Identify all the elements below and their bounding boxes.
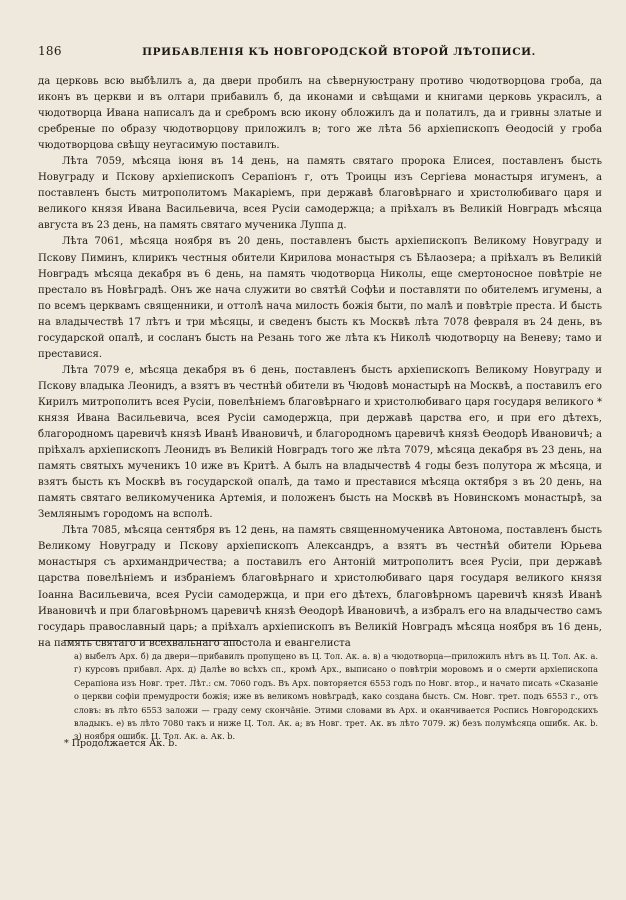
footnotes: [74, 650, 598, 744]
page-header: [38, 44, 600, 58]
paragraph-3: Лѣта 7061, мѣсяца ноября въ 20 день, поставленъ бысть архіепископъ Великому Новуграду и Пскову Пиминъ, клирикъ честныя обители Кирилова монастыря съ Бѣлаозера; а пріѣхалъ въ Великій Новградъ мѣсяца декабря въ 6 день, на память чюдотворца Николы, еще смертоносное повѣтріе не престало въ Новѣградѣ. Онъ же нача служити во святѣй Софѣи и поставляти по обителемъ игумены, а по всемъ церквамъ священники, и оттолѣ нача милость божія быти, по малѣ и повѣтріе преста. И бысть на владычествѣ 17 лѣтъ и три мѣсяцы, и сведенъ бысть къ Москвѣ лѣта 7078 февраля въ 24 день, въ государской опалѣ, и сосланъ бысть на Резань того же лѣта къ Николѣ чюдотворцу на Веневу; тамо и преставися.: [38, 236, 602, 360]
running-title: ПРИБАВЛЕНІЯ КЪ НОВГОРОДСКОЙ ВТОРОЙ ЛѢТОПИСИ.: [142, 46, 536, 58]
footnote-divider: [64, 640, 240, 641]
main-text: [38, 74, 602, 652]
continuation-note: * Продолжается Ак. b.: [64, 738, 178, 749]
paragraph-1: да церковь всю выбѣлилъ а, да двери пробилъ на сѣвернуюстрану противо чюдотворцова гроба, да иконъ въ церкви и въ олтари прибавилъ б, да иконами и свѣщами и книгами церковь украсилъ, а чюдотворца Ивана написалъ да и сребромъ всю икону обложилъ да и полатилъ, да и гривны златые и сребреные по образу чюдотворцову приложилъ в; того же лѣта 56 архіепископъ Ѳеодосій у гроба чюдотворцова свѣщу неугасимую поставилъ.: [38, 76, 602, 152]
page-number: 186: [38, 44, 62, 58]
paragraph-5: Лѣта 7085, мѣсяца сентября въ 12 день, на память священномученика Автонома, поставленъ бысть Великому Новуграду и Пскову архіепископъ Александръ, а взятъ въ честнѣй обители Юрьева монастыря съ архимандричества; а поставилъ его Антоній митрополитъ всея Русіи, при державѣ царства повелѣніемъ и избраніемъ благовѣрнаго и христолюбиваго царя государя великого князя Іоанна Васильевича, всея Русіи самодержца, и при его дѣтехъ, благовѣрномъ царевичѣ князѣ Иванѣ Ивановичѣ и при благовѣрномъ царевичѣ князѣ Ѳеодорѣ Ивановичѣ, а избралъ его на владычество самъ государь православный царь; а пріѣхалъ архіепископъ въ Великій Новградъ мѣсяца ноября въ 16 день, на память святаго и всехвальнаго апостола и евангелиста: [38, 525, 602, 649]
paragraph-2: Лѣта 7059, мѣсяца іюня въ 14 день, на память святаго пророка Елисея, поставленъ бысть Новуграду и Пскову архіепископъ Серапіонъ г, отъ Троицы изъ Сергіева монастыря игуменъ, а поставленъ бысть митрополитомъ Макаріемъ, при державѣ благовѣрнаго и христолюбиваго царя и великого князя Ивана Васильевича, всея Русіи самодержца; а пріѣхалъ въ Великій Новградъ мѣсяца августа въ 23 день, на память святаго мученика Луппа д.: [38, 156, 602, 232]
footnotes-text: а) выбелъ Арх. б) да двери—прибавилъ пропущено въ Ц. Тол. Ак. а. в) а чюдотворца—приложилъ нѣтъ въ Ц. Тол. Ак. а. г) курсовъ прибавл. Арх. д) Далѣе во всѣхъ сп., кромѣ Арх., выписано о повѣтріи моровомъ и о смерти архіепископа Серапіона изъ Новг. трет. Лѣт.: см. 7060 годъ. Въ Арх. повторяется 6553 годъ по Новг. втор., и начато писать «Сказаніе о церкви софіи премудрости божія; иже въ великомъ новѣградѣ, како создана бысть. См. Новг. трет. подъ 6553 г., отъ словъ: въ лѣто 6553 заложи — граду сему сконча̂ніе. Этими словами въ Арх. и оканчивается Роспись Новгородскихъ владыкъ. е) въ лѣто 7080 такъ и ниже Ц. Тол. Ак. а; въ Новг. трет. Ак. въ лѣто 7079. ж) безъ полумѣсяца ошибк. Ак. b. з) ноября ошибк. Ц. Тол. Ак. а. Ак. b.: [74, 651, 598, 742]
paragraph-4: Лѣта 7079 е, мѣсяца декабря въ 6 день, поставленъ бысть архіепископъ Великому Новуграду и Пскову владыка Леонидъ, а взятъ въ честнѣй обители въ Чюдовѣ монастырѣ на Москвѣ, а поставилъ его Кирилъ митрополитъ всея Русіи, повелѣніемъ благовѣрнаго и христолюбиваго царя государя великого * князя Ивана Васильевича, всея Русіи самодержца, при державѣ царства его, и при его дѣтехъ, благородномъ царевичѣ князѣ Иванѣ Ивановичѣ, и благородномъ царевичѣ князѣ Ѳеодорѣ Ивановичѣ; а пріѣхалъ архіепископъ Леонидъ въ Великій Новградъ того же лѣта 7079, мѣсяца декабря въ 23 день, на память святыхъ мученикъ 10 иже въ Критѣ. А былъ на владычествѣ 4 годы безъ полутора ж мѣсяца, и взятъ бысть къ Москвѣ въ государской опалѣ, да тамо и преставися мѣсяца октября з въ 20 день, на память святаго великомученика Артемія, и положенъ бысть на Москвѣ въ Новинскомъ монастырѣ, за Землянымъ городомъ на всполѣ.: [38, 364, 602, 521]
